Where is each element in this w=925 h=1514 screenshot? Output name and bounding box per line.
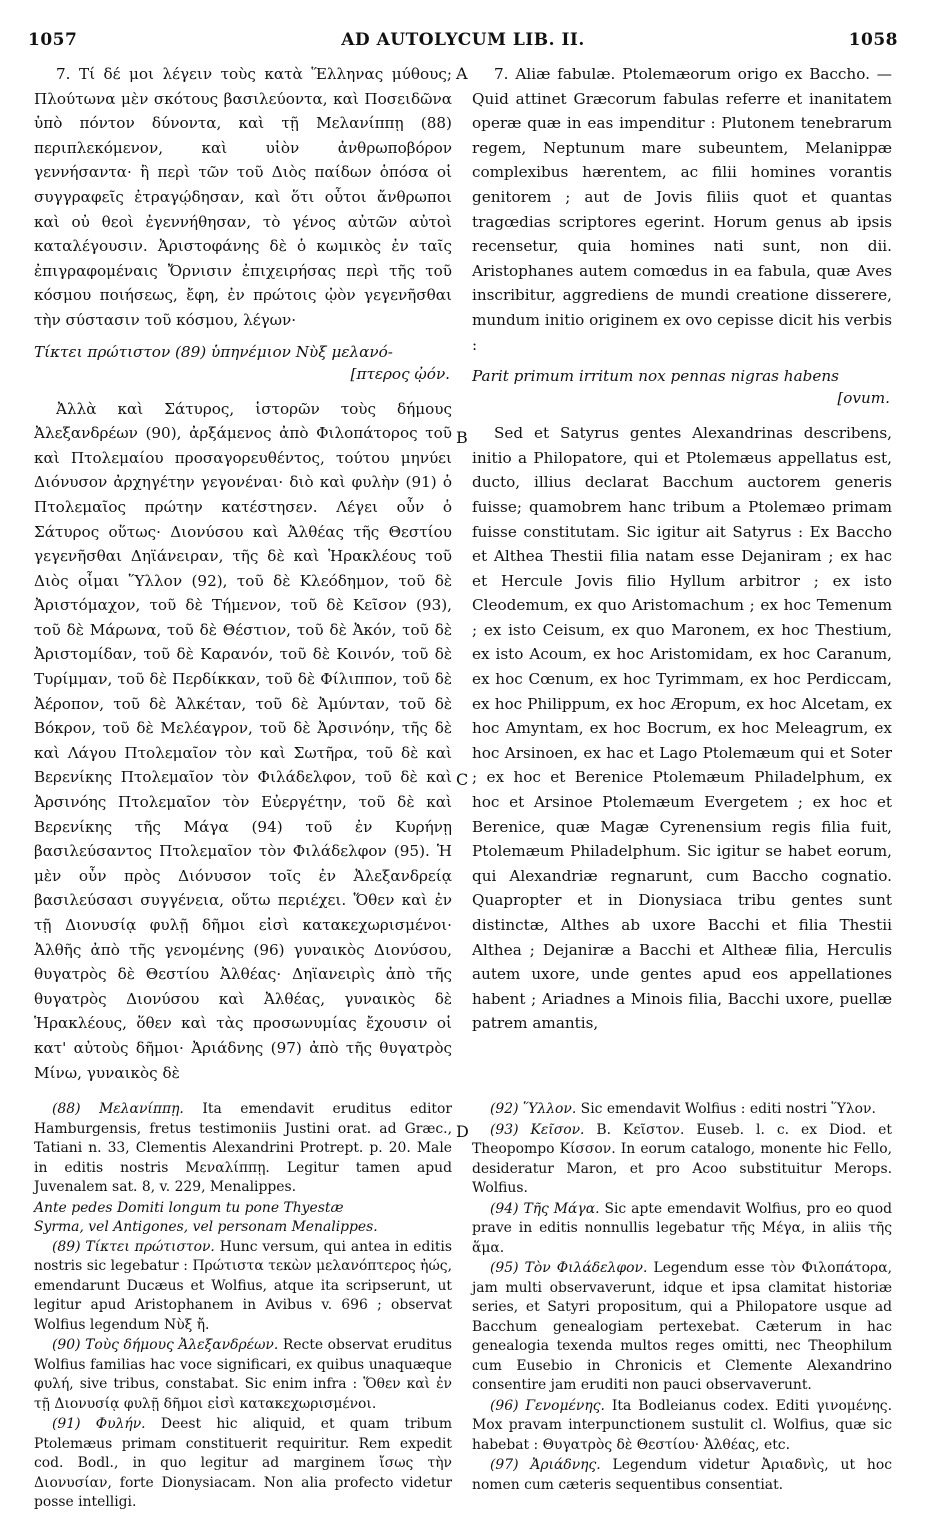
greek-verse-line-1: Τίκτει πρώτιστον (89) ὑπηνέμιον Νὺξ μελανό-	[34, 342, 393, 361]
footnote-lemma: (97) Ἀριάδνης.	[490, 1457, 601, 1473]
section-marker-a: A	[456, 64, 468, 83]
footnote-text: B. Κεῖστον. Euseb. l. c. ex Diod. et Theopompo Κίσσον. In eorum catalogo, monente hic Fello, desideratur Maron, et pro Acoo substituitur Merops. Wolfius.	[472, 1121, 892, 1196]
footnotes-right	[472, 1100, 892, 1496]
footnote	[472, 1200, 892, 1259]
greek-verse-line-2: [πτερος ᾠόν.	[350, 364, 450, 383]
footnote-text: Deest hic aliquid, et quam tribum Ptolemæus primam constituerit requiritur. Rem expedit cod. Bodl., in quo legitur ad marginem ἴσως τὴν Διονυσίαν, forte Dionysiacam. Non alia profecto videtur posse intelligi.	[34, 1416, 452, 1510]
footnote-lemma: (94) Τῆς Μάγα.	[490, 1200, 600, 1217]
latin-paragraph-1: 7. Aliæ fabulæ. Ptolemæorum origo ex Baccho. — Quid attinet Græcorum fabulas referre et inanitatem operæ quæ in eas impenditur : Plutonem tenebrarum regem, Neptunum mare subeuntem, Melanippæ complexibus hærentem, ac filii homines vorantis genitorem ; aut de Jovis filiis quot et quantas tragœdias scriptores egerint. Horum genus ab ipsis recensetur, quia homines nati sunt, non dii. Aristophanes autem comœdus in ea fabula, quæ Aves inscribitur, aggrediens de mundi creatione disserere, mundum initio originem ex ovo cepisse dicit his verbis :	[472, 65, 892, 354]
footnote-text: Hunc versum, qui antea in editis nostris sic legebatur : Πρώτιστα τεκὼν μελανόπτερος ἠώς, emendarunt Ducæus et Wolfius, atque ita scripserunt, ut legitur apud Aristophanem in Avibus v. 696 ; observat Wolfius legendum Νὺξ ἤ.	[34, 1238, 452, 1333]
running-title: AD AUTOLYCUM LIB. II.	[341, 30, 585, 50]
section-marker-d: D	[456, 1122, 469, 1141]
footnotes-left	[34, 1100, 452, 1514]
footnote-text: Legendum esse τὸν Φιλοπάτορα, jam multi observaverunt, idque et ipsa clamitat historiæ series, et Satyri propositum, qui a Philopatore usque ad Bacchum genealogiam pertexebat. Cæterum in hac genealogia texenda multos reges omitti, nec Theophilum cum Eusebio in Chronicis et Clemente Alexandrino consentire jam eruditi non pauci observaverunt.	[472, 1260, 892, 1393]
footnote-text: Sic emendavit Wolfius : editi nostri Ὕλον.	[576, 1101, 876, 1117]
footnote	[34, 1100, 452, 1198]
footnote-text: Ita emendavit eruditus editor Hamburgensis, fretus testimoniis Justini orat. ad Græc., Tatiani n. 33, Clementis Alexandrini Protrept. p. 20. Male in editis nostris Μεναλίππῃ. Legitur tamen apud Juvenalem sat. 8, v. 229, Menalippes.	[34, 1101, 452, 1195]
greek-paragraph-2: Ἀλλὰ καὶ Σάτυρος, ἱστορῶν τοὺς δήμους Ἀλεξανδρέων (90), ἀρξάμενος ἀπὸ Φιλοπάτορος τοῦ καὶ Πτολεμαίου προσαγορευθέντος, τούτου μηνύει Διόνυσον ἀρχηγέτην γεγονέναι· διὸ καὶ φυλὴν (91) ὁ Πτολεμαῖος πρώτην κατέστησεν. Λέγει οὖν ὁ Σάτυρος οὕτως· Διονύσου καὶ Ἀλθέας τῆς Θεστίου γεγενῆσθαι Δηϊάνειραν, τῆς δὲ καὶ Ἡρακλέους τοῦ Διὸς οἶμαι Ὕλλον (92), τοῦ δὲ Κλεόδημον, τοῦ δὲ Ἀριστόμαχον, τοῦ δὲ Τήμενον, τοῦ δὲ Κεῖσον (93), τοῦ δὲ Μάρωνα, τοῦ δὲ Θέστιον, τοῦ δὲ Ἀκόν, τοῦ δὲ Ἀριστομίδαν, τοῦ δὲ Καρανόν, τοῦ δὲ Κοινόν, τοῦ δὲ Τυρίμμαν, τοῦ δὲ Περδίκκαν, τοῦ δὲ Φίλιππον, τοῦ δὲ Ἀέροπον, τοῦ δὲ Ἀλκέταν, τοῦ δὲ Ἀμύνταν, τοῦ δὲ Βόκρον, τοῦ δὲ Μελέαγρον, τοῦ δὲ Ἀρσινόην, τῆς δὲ καὶ Λάγου Πτολεμαῖον τὸν καὶ Σωτῆρα, τοῦ δὲ καὶ Βερενίκης Πτολεμαῖον τὸν Φιλάδελφον, τοῦ δὲ καὶ Ἀρσινόης Πτολεμαῖον τὸν Εὐεργέτην, τοῦ δὲ καὶ Βερενίκης τῆς Μάγα (94) τοῦ ἐν Κυρήνῃ βασιλεύσαντος Πτολεμαῖον τὸν Φιλάδελφον (95). Ἡ μὲν οὖν πρὸς Διόνυσον τοῖς ἐν Ἀλεξανδρείᾳ βασιλεύσασι συγγένεια, οὕτω περιέχει. Ὅθεν καὶ ἐν τῇ Διονυσίᾳ φυλῇ δῆμοι εἰσὶ κατακεχωρισμένοι· Ἀλθῆς ἀπὸ τῆς γενομένης (96) γυναικὸς Διονύσου, θυγατρὸς δὲ Θεστίου Ἀλθέας· Δηϊανειρὶς ἀπὸ τῆς θυγατρὸς Διονύσου καὶ Ἀλθέας, γυναικὸς δὲ Ἡρακλέους, ὅθεν καὶ τὰς προσωνυμίας ἔχουσιν οἱ κατ' αὐτοὺς δῆμοι· Ἀριάδνης (97) ἀπὸ τῆς θυγατρὸς Μίνω, γυναικὸς δὲ	[34, 399, 452, 1082]
footnote-lemma: (92) Ὕλλον.	[490, 1101, 577, 1117]
footnote-lemma: (95) Τὸν Φιλάδελφον.	[490, 1260, 648, 1276]
footnote-verse-line-1: Ante pedes Domiti longum tu pone Thyestæ	[34, 1199, 344, 1216]
footnote	[472, 1456, 892, 1495]
latin-paragraph-2: Sed et Satyrus gentes Alexandrinas describens, initio a Philopatore, qui et Ptolemæus appellatus est, ducto, illius declarat Bacchum auctorem generis fuisse; quamobrem hanc tribum a Ptolemæo primam fuisse constitutam. Sic igitur ait Satyrus : Ex Baccho et Althea Thestii filia natam esse Dejaniram ; ex hac et Hercule Jovis filio Hyllum arbitror ; ex isto Cleodemum, ex quo Aristomachum ; ex hoc Temenum ; ex isto Ceisum, ex quo Maronem, ex hoc Thestium, ex isto Acoum, ex hoc Aristomidam, ex hoc Caranum, ex hoc Cœnum, ex hoc Tyrimmam, ex hoc Perdiccam, ex hoc Philippum, ex hoc Æropum, ex hoc Alcetam, ex hoc Amyntam, ex hoc Bocrum, ex hoc Meleagrum, ex hoc Arsinoen, ex hac et Lago Ptolemæum qui et Soter ; ex hoc et Berenice Ptolemæum Philadelphum, ex hoc et Arsinoe Ptolemæum Evergetem ; ex hoc et Berenice, quæ Magæ Cyrenensium regis filia fuit, Ptolemæum Philadelphum. Sic igitur se habet eorum, qui Alexandriæ regnarunt, cum Baccho cognatio. Quapropter et in Dionysiaca tribu gentes sunt distinctæ, Althes ab uxore Bacchi et filia Thestii Althea ; Dejaniræ a Bacchi et Altheæ filia, Herculis autem uxore, unde gentes apud eos appellationes habent ; Ariadnes a Minois filia, Bacchi uxore, puellæ patrem amantis,	[472, 424, 892, 1033]
footnote-lemma: (91) Φυλήν.	[52, 1416, 146, 1432]
footnote	[472, 1100, 892, 1120]
footnote-lemma: (96) Γενομένης.	[490, 1397, 605, 1414]
running-header	[28, 30, 898, 58]
left-page-number: 1057	[28, 30, 78, 50]
footnote	[472, 1259, 892, 1396]
footnote-text: Sic apte emendavit Wolfius, pro eo quod prave in editis nonnullis legebatur τῆς Μέγα, in aliis τῆς ἅμα.	[472, 1200, 892, 1256]
footnote-lemma: (89) Τίκτει πρώτιστον.	[52, 1238, 215, 1255]
footnote-verse-line-2: Syrma, vel Antigones, vel personam Menalippes.	[34, 1219, 378, 1235]
footnote	[34, 1336, 452, 1414]
greek-paragraph-1: 7. Τί δέ μοι λέγειν τοὺς κατὰ Ἕλληνας μύθους; Πλούτωνα μὲν σκότους βασιλεύοντα, καὶ Ποσειδῶνα ὑπὸ πόντον δύνοντα, καὶ τῇ Μελανίππῃ (88) περιπλεκόμενον, καὶ υἱὸν ἀνθρωποβόρον γεννήσαντα· ἢ περὶ τῶν τοῦ Διὸς παίδων ὁπόσα οἱ συγγραφεῖς ἐτραγῴδησαν, καὶ ὅτι οὗτοι ἄνθρωποι καὶ οὐ θεοὶ ἐγεννήθησαν, τὸ γένος αὐτῶν αὐτοὶ καταλέγουσιν. Ἀριστοφάνης δὲ ὁ κωμικὸς ἐν ταῖς ἐπιγραφομέναις Ὄρνισιν ἐπιχειρήσας περὶ τῆς τοῦ κόσμου ποιήσεως, ἔφη, ἐν πρώτοις ᾠὸν γεγενῆσθαι τὴν σύστασιν τοῦ κόσμου, λέγων·	[34, 65, 452, 329]
footnote	[34, 1415, 452, 1513]
footnote-lemma: (90) Τοὺς δήμους Ἀλεξανδρέων.	[52, 1337, 279, 1353]
section-marker-b: B	[456, 428, 468, 447]
latin-verse-quote	[472, 365, 892, 409]
footnote-verse-quote	[34, 1199, 452, 1238]
footnote-text: Recte observat eruditus Wolfius familias hac voce significari, ex quibus unaquæque φυλή, sive tribus, constabat. Sic enim infra : Ὅθεν καὶ ἐν τῇ Διονυσίᾳ φυλῇ δῆμοι εἰσὶ κατακεχωρισμένοι.	[34, 1337, 452, 1412]
footnote	[34, 1238, 452, 1336]
footnote-text: Legendum videtur Ἀριαδνὶς, ut hoc nomen cum cæteris sequentibus consentiat.	[472, 1457, 892, 1493]
greek-verse-quote	[34, 341, 452, 385]
footnote	[472, 1397, 892, 1456]
footnote-lemma: (88) Μελανίππῃ.	[52, 1101, 184, 1117]
latin-verse-line-1: Parit primum irritum nox pennas nigras habens	[472, 367, 839, 386]
footnote-lemma: (93) Κεῖσον.	[490, 1121, 585, 1138]
latin-text-column	[472, 62, 892, 1042]
footnote	[472, 1121, 892, 1199]
section-marker-c: C	[456, 770, 469, 789]
footnote-text: Ita Bodleianus codex. Editi γινομένης. Mox pravam interpunctionem sustulit cl. Wolfius, quæ sic habebat : Θυγατρὸς δὲ Θεστίου· Ἀλθέας, etc.	[472, 1397, 892, 1453]
latin-verse-line-2: [ovum.	[837, 389, 890, 408]
greek-text-column	[34, 62, 452, 1091]
right-page-number: 1058	[848, 30, 898, 50]
